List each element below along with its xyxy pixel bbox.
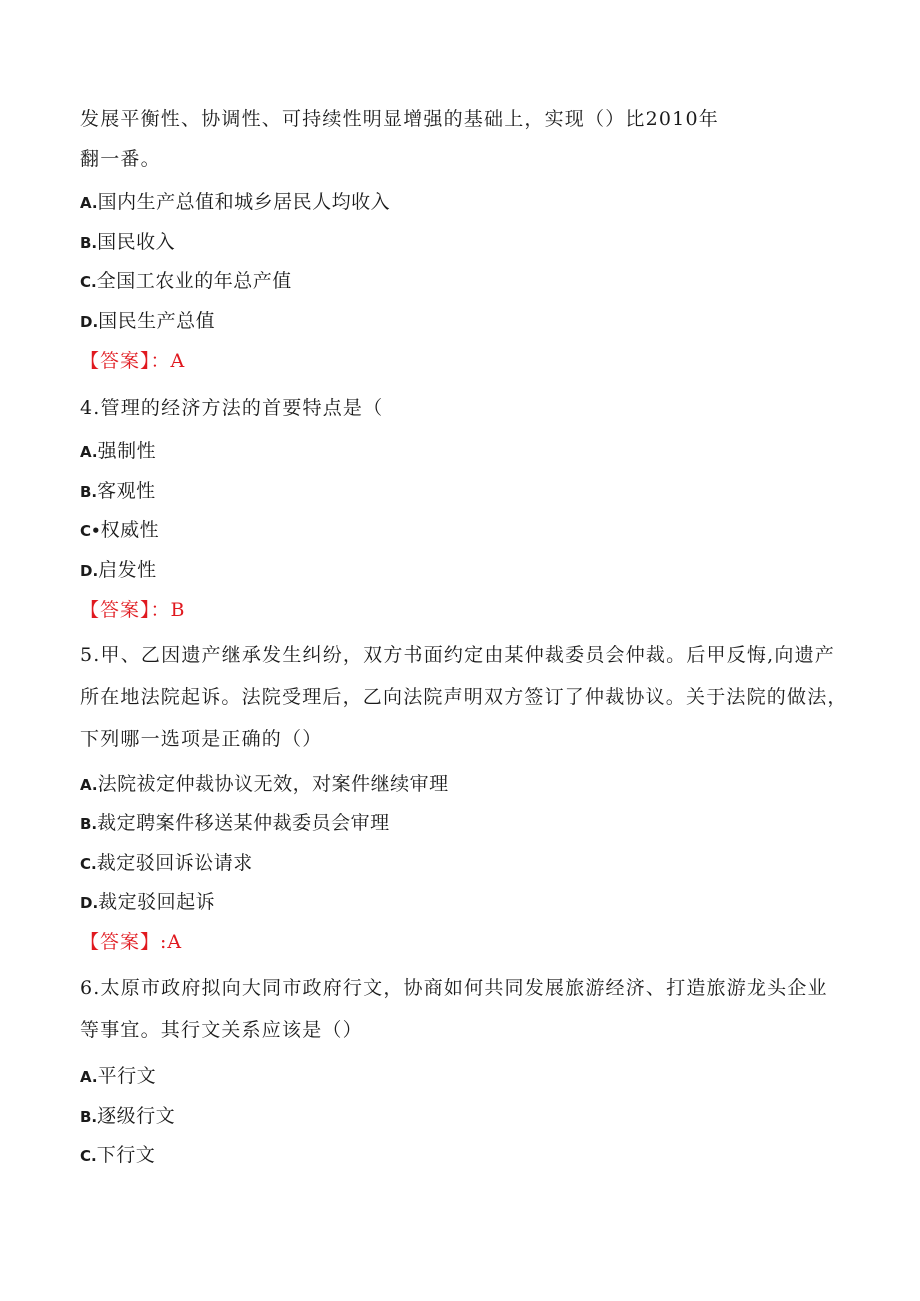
question-text-line: 下列哪一选项是正确的（） [80, 728, 323, 750]
question-text-line: 等事宜。其行文关系应该是（） [80, 1019, 363, 1041]
option-letter: A. [80, 443, 98, 461]
option-letter: A. [80, 194, 98, 212]
answer-label: 【答案】：B [80, 599, 186, 621]
option-letter: B. [80, 234, 98, 252]
question-text-line: 4.管理的经济方法的首要特点是（ [80, 397, 384, 419]
option-text: 强制性 [97, 440, 157, 462]
option-letter: D. [80, 894, 99, 912]
answer-label: 【答案】：A [80, 350, 186, 372]
option-letter: B. [80, 1108, 98, 1126]
option-text: 国内生产总值和城乡居民人均收入 [97, 191, 391, 213]
option-letter: D. [80, 562, 99, 580]
option-letter: D. [80, 313, 99, 331]
option-letter: C• [80, 522, 101, 540]
option-text: 裁定聘案件移送某仲裁委员会审理 [97, 812, 390, 834]
option-letter: C. [80, 273, 97, 291]
option-letter: B. [80, 483, 98, 501]
option-text: 全国工农业的年总产值 [96, 270, 292, 292]
option-text: 下行文 [96, 1144, 156, 1166]
option-a [80, 1064, 156, 1089]
option-b [80, 811, 390, 836]
option-b [80, 230, 175, 255]
option-text: 国民收入 [97, 231, 176, 253]
option-text: 平行文 [97, 1065, 157, 1087]
option-text: 权威性 [100, 519, 160, 541]
option-c [80, 518, 159, 543]
option-text: 启发性 [98, 559, 157, 581]
question-text-line: 翻一番。 [80, 148, 161, 170]
option-text: 逐级行文 [97, 1105, 176, 1127]
question-text-line: 所在地法院起诉。法院受理后，乙向法院声明双方签订了仲裁协议。关于法院的做法， [80, 686, 848, 708]
option-letter: C. [80, 1147, 97, 1165]
answer-label: 【答案】:A [80, 931, 183, 953]
option-a [80, 190, 390, 215]
option-d [80, 890, 215, 915]
option-c [80, 851, 253, 876]
option-c [80, 269, 292, 294]
option-b [80, 1104, 175, 1129]
option-text: 客观性 [97, 480, 156, 502]
option-a [80, 772, 449, 797]
option-letter: A. [80, 776, 98, 794]
option-d [80, 309, 215, 334]
option-letter: B. [80, 815, 98, 833]
option-a [80, 439, 156, 464]
option-c [80, 1143, 155, 1168]
option-text: 法院祓定仲裁协议无效，对案件继续审理 [97, 773, 449, 795]
option-text: 国民生产总值 [98, 310, 216, 332]
option-letter: A. [80, 1068, 98, 1086]
option-text: 裁定驳回起诉 [98, 891, 216, 913]
option-letter: C. [80, 855, 97, 873]
question-text-line: 6.太原市政府拟向大同市政府行文，协商如何共同发展旅游经济、打造旅游龙头企业 [80, 977, 828, 999]
question-text-line: 发展平衡性、协调性、可持续性明显增强的基础上，实现（）比2010年 [80, 108, 719, 130]
option-text: 裁定驳回诉讼请求 [96, 852, 253, 874]
option-d [80, 558, 157, 583]
option-b [80, 479, 156, 504]
question-text-line: 5.甲、乙因遗产继承发生纠纷，双方书面约定由某仲裁委员会仲裁。后甲反悔,向遗产 [80, 644, 835, 666]
